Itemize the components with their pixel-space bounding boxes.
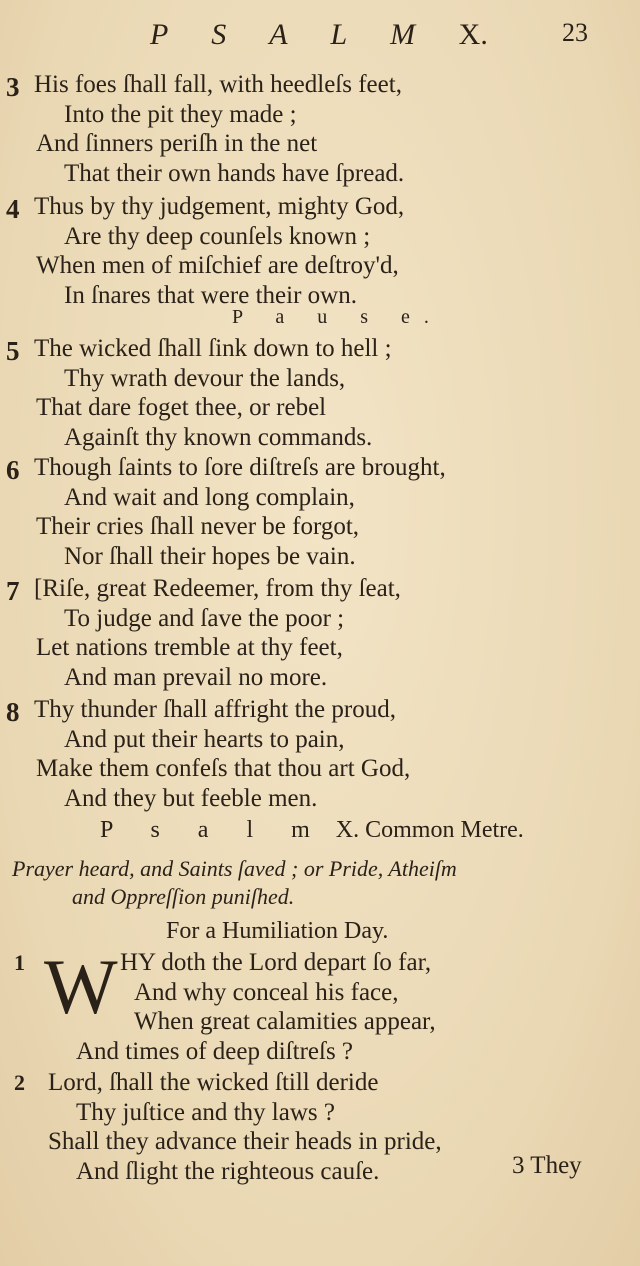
verse-line: Make them confeſs that thou art God, [36, 755, 411, 782]
verse-line: Their cries ſhall never be forgot, [36, 513, 360, 540]
stanza-3 [0, 70, 640, 188]
psalm-heading-word: P s a l m [100, 817, 326, 843]
verse-line: To judge and ſave the poor ; [64, 604, 345, 632]
stanza-number: 2 [14, 1070, 25, 1095]
subtitle-line: Prayer heard, and Saints ſaved ; or Pride, Atheiſm [12, 856, 457, 881]
psalm-heading [100, 817, 524, 844]
stanza-8 [0, 695, 640, 813]
stanza-number: 3 [6, 72, 20, 102]
verse-line: And times of deep diſtreſs ? [76, 1037, 354, 1065]
verse-line: And wait and long complain, [64, 483, 355, 511]
verse-line: Are thy deep counſels known ; [64, 222, 371, 250]
verse-line: Thy juſtice and thy laws ? [76, 1098, 335, 1126]
stanza-6 [0, 453, 640, 571]
verse-line: Though ſaints to ſore diſtreſs are brought, [34, 454, 446, 481]
stanza-number: 5 [6, 336, 20, 366]
catchword: 3 They [512, 1152, 582, 1179]
verse-line: Thy thunder ſhall affright the proud, [34, 696, 396, 723]
verse-line: Thus by thy judgement, mighty God, [34, 193, 405, 220]
verse-line: Shall they advance their heads in pride, [48, 1128, 442, 1155]
stanza-5 [0, 334, 640, 452]
stanza-number: 4 [6, 194, 20, 224]
stanza-number: 6 [6, 455, 20, 485]
verse-line: And put their hearts to pain, [64, 725, 345, 753]
stanza-number: 1 [14, 950, 25, 975]
stanza-1 [0, 943, 640, 1066]
stanza-7 [0, 574, 640, 692]
verse-line: And they but feeble men. [64, 784, 318, 812]
running-head-title: P S A L M [150, 18, 434, 51]
stanza-number: 7 [6, 576, 20, 606]
verse-line: Lord, ſhall the wicked ſtill deride [48, 1069, 379, 1096]
psalm-subtitle [12, 855, 632, 911]
verse-line: [Riſe, great Redeemer, from thy ſeat, [34, 575, 401, 602]
running-head [150, 18, 488, 52]
verse-line: And ſlight the righteous cauſe. [76, 1157, 380, 1185]
verse-line: Thy wrath devour the lands, [64, 364, 346, 392]
verse-line: Againſt thy known commands. [64, 423, 373, 451]
drop-cap: W [44, 943, 118, 1030]
page-number: 23 [562, 18, 588, 47]
verse-line: And man prevail no more. [64, 663, 328, 691]
verse-line: And ſinners periſh in the net [36, 130, 318, 157]
stanza-4 [0, 192, 640, 310]
verse-line: Nor ſhall their hopes be vain. [64, 542, 356, 570]
occasion-line: For a Humiliation Day. [166, 918, 389, 944]
verse-line: Into the pit they made ; [64, 100, 297, 128]
verse-line: In ſnares that were their own. [64, 281, 357, 309]
stanza-number: 8 [6, 697, 20, 727]
subtitle-line: and Oppreſſion puniſhed. [72, 884, 295, 909]
verse-line: That dare foget thee, or rebel [36, 394, 327, 421]
running-head-number: X. [458, 18, 488, 51]
psalm-heading-rest: X. Common Metre. [335, 817, 524, 843]
verse-line: When great calamities appear, [134, 1008, 436, 1035]
pause-heading: P a u s e. [232, 306, 443, 328]
verse-line: The wicked ſhall ſink down to hell ; [34, 335, 392, 362]
verse-line: When men of miſchief are deſtroy'd, [36, 252, 399, 279]
verse-line: HY doth the Lord depart ſo far, [120, 949, 432, 976]
verse-line: That their own hands have ſpread. [64, 159, 405, 187]
verse-line: Let nations tremble at thy feet, [36, 634, 343, 661]
verse-line: His foes ſhall fall, with heedleſs feet, [34, 71, 402, 98]
verse-line: And why conceal his face, [134, 978, 399, 1006]
